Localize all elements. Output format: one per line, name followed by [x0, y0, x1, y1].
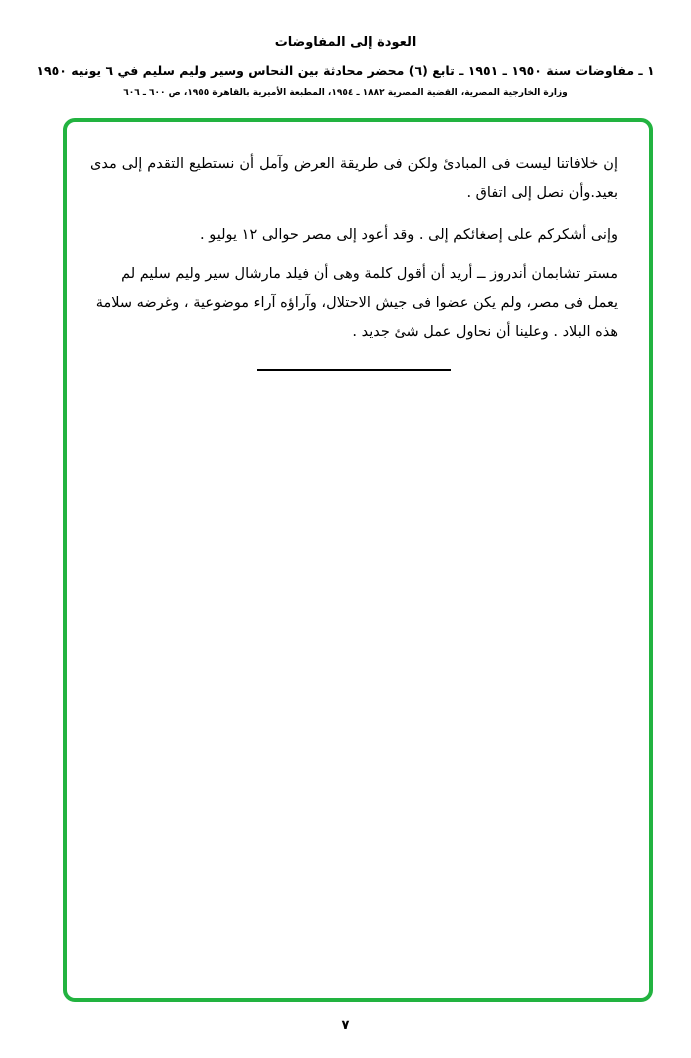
paragraph-3: مستر تشابمان أندروز ــ أريد أن أقول كلمة وهى أن فيلد مارشال سير وليم سليم لم يعمل فى مصر، ولم يكن عضوا فى جيش الاحتلال، وآراؤه آراء موضوعية ، وغرضه سلامة هذه البلاد . وعلينا أن نحاول عمل شئ جديد . — [95, 266, 618, 340]
document-source-title: ١ ـ مفاوضات سنة ١٩٥٠ ـ ١٩٥١ ـ تابع (٦) محضر محادثة بين النحاس وسير وليم سليم في ٦ يونيه ١٩٥٠ — [36, 63, 655, 78]
paragraph-2: وإنى أشكركم على إصغائكم إلى . وقد أعود إلى مصر حوالى ١٢ يوليو . — [200, 227, 618, 243]
paragraph-1: إن خلافاتنا ليست فى المبادئ ولكن فى طريقة العرض وآمل أن نستطيع التقدم إلى مدى بعيد.وأن نصل إلى اتفاق . — [90, 156, 618, 201]
section-separator — [257, 369, 451, 371]
document-citation: وزارة الخارجية المصرية، القضية المصرية ١٨٨٢ ـ ١٩٥٤، المطبعة الأميرية بالقاهرة ١٩٥٥، ص ٦٠٠ ـ ٦٠٦ — [123, 88, 568, 98]
page-number: ٧ — [341, 1018, 350, 1033]
page-title: العودة إلى المفاوضات — [274, 35, 417, 50]
content-frame — [63, 118, 653, 1002]
